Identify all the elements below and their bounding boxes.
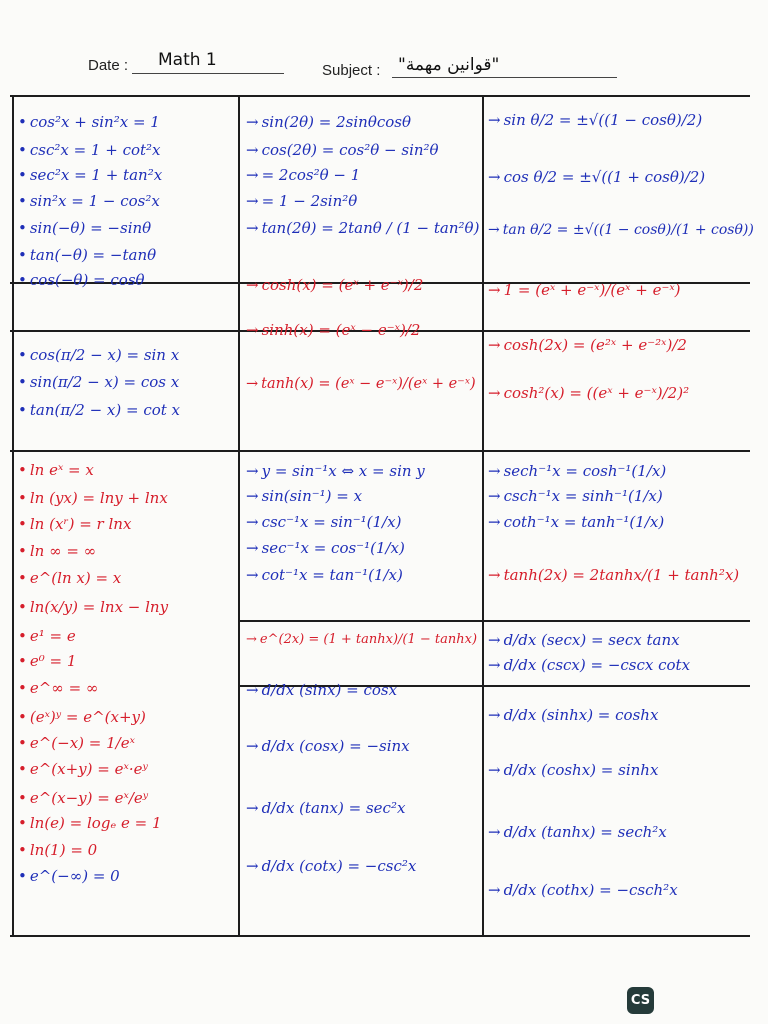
- col1-formula: • sin²x = 1 − cos²x: [18, 191, 236, 211]
- grid-vline-col3: [482, 95, 484, 935]
- col3-formula: → 1 = (eˣ + e⁻ˣ)/(eˣ + e⁻ˣ): [488, 280, 756, 300]
- grid-vline-left: [12, 95, 14, 935]
- col1-formula: • cos²x + sin²x = 1: [18, 112, 236, 132]
- col1-formula: • tan(−θ) = −tanθ: [18, 245, 236, 265]
- col3-formula: → d/dx (cscx) = −cscx cotx: [488, 655, 756, 675]
- subject-underline: [392, 77, 617, 78]
- col2-formula: → sec⁻¹x = cos⁻¹(1/x): [246, 538, 480, 558]
- col2-formula: → = 1 − 2sin²θ: [246, 191, 480, 211]
- col1-formula: • ln (xʳ) = r lnx: [18, 514, 236, 534]
- col1-formula: • ln(1) = 0: [18, 840, 236, 860]
- subject-label: Subject :: [322, 62, 381, 79]
- col1-formula: • e^(−∞) = 0: [18, 866, 236, 886]
- col1-formula: • csc²x = 1 + cot²x: [18, 140, 236, 160]
- col3-formula: → tan θ/2 = ±√((1 − cosθ)/(1 + cosθ)): [488, 220, 756, 240]
- col1-formula: • e^(x−y) = eˣ/eʸ: [18, 788, 236, 808]
- col1-formula: • tan(π/2 − x) = cot x: [18, 400, 236, 420]
- col1-formula: • sin(−θ) = −sinθ: [18, 218, 236, 238]
- date-value: Math 1: [158, 50, 217, 70]
- col2-formula: → csc⁻¹x = sin⁻¹(1/x): [246, 512, 480, 532]
- col1-formula: • ln (yx) = lny + lnx: [18, 488, 236, 508]
- col3-formula: → coth⁻¹x = tanh⁻¹(1/x): [488, 512, 756, 532]
- col1-formula: • e^∞ = ∞: [18, 678, 236, 698]
- col2-formula: → cosh(x) = (eˣ + e⁻ˣ)/2: [246, 275, 480, 295]
- col1-formula: • e¹ = e: [18, 626, 236, 646]
- col1-formula: • sin(π/2 − x) = cos x: [18, 372, 236, 392]
- col1-formula: • cos(π/2 − x) = sin x: [18, 345, 236, 365]
- col3-formula: → d/dx (sinhx) = coshx: [488, 705, 756, 725]
- col1-formula: • ln(x/y) = lnx − lny: [18, 597, 236, 617]
- subject-value: "قوانين مهمة": [398, 55, 500, 75]
- col1-formula: • cos(−θ) = cosθ: [18, 270, 236, 290]
- grid-rule-top: [10, 95, 750, 97]
- col3-formula: → cosh²(x) = ((eˣ + e⁻ˣ)/2)²: [488, 383, 756, 403]
- col1-formula: • e⁰ = 1: [18, 651, 236, 671]
- col1-formula: • sec²x = 1 + tan²x: [18, 165, 236, 185]
- col2-formula: → tanh(x) = (eˣ − e⁻ˣ)/(eˣ + e⁻ˣ): [246, 374, 480, 394]
- col2-formula: → = 2cos²θ − 1: [246, 165, 480, 185]
- date-underline: [132, 73, 284, 74]
- col2-formula: → sin(sin⁻¹) = x: [246, 486, 480, 506]
- col2-formula: → e^(2x) = (1 + tanhx)/(1 − tanhx): [246, 630, 480, 650]
- col2-formula: → d/dx (cosx) = −sinx: [246, 736, 480, 756]
- col3-formula: → sech⁻¹x = cosh⁻¹(1/x): [488, 461, 756, 481]
- col3-formula: → sin θ/2 = ±√((1 − cosθ)/2): [488, 110, 756, 130]
- col1-formula: • e^(ln x) = x: [18, 568, 236, 588]
- col3-formula: → d/dx (tanhx) = sech²x: [488, 822, 756, 842]
- col2-formula: → d/dx (cotx) = −csc²x: [246, 856, 480, 876]
- col1-formula: • e^(−x) = 1/eˣ: [18, 733, 236, 753]
- col2-formula: → d/dx (sinx) = cosx: [246, 680, 480, 700]
- col2-formula: → d/dx (tanx) = sec²x: [246, 798, 480, 818]
- col2-formula: → sin(2θ) = 2sinθcosθ: [246, 112, 480, 132]
- col1-formula: • ln(e) = logₑ e = 1: [18, 813, 236, 833]
- col3-formula: → d/dx (secx) = secx tanx: [488, 630, 756, 650]
- col2-formula: → tan(2θ) = 2tanθ / (1 − tan²θ): [246, 218, 480, 238]
- col3-formula: → d/dx (cothx) = −csch²x: [488, 880, 756, 900]
- col3-formula: → cosh(2x) = (e²ˣ + e⁻²ˣ)/2: [488, 335, 756, 355]
- grid-rule-bottom: [10, 935, 750, 937]
- col2-formula: → y = sin⁻¹x ⇔ x = sin y: [246, 461, 480, 481]
- col3-formula: → csch⁻¹x = sinh⁻¹(1/x): [488, 486, 756, 506]
- date-label: Date :: [88, 57, 129, 74]
- grid-vline-col2: [238, 95, 240, 935]
- col3-formula: → d/dx (coshx) = sinhx: [488, 760, 756, 780]
- col1-formula: • e^(x+y) = eˣ·eʸ: [18, 759, 236, 779]
- camscanner-logo: CS: [627, 987, 654, 1014]
- col3-formula: → cos θ/2 = ±√((1 + cosθ)/2): [488, 167, 756, 187]
- col2-formula: → cot⁻¹x = tan⁻¹(1/x): [246, 565, 480, 585]
- col1-formula: • ln ∞ = ∞: [18, 541, 236, 561]
- col1-formula: • ln eˣ = x: [18, 460, 236, 480]
- col2-formula: → sinh(x) = (eˣ − e⁻ˣ)/2: [246, 320, 480, 340]
- col3-formula: → tanh(2x) = 2tanhx/(1 + tanh²x): [488, 565, 756, 585]
- col2-formula: → cos(2θ) = cos²θ − sin²θ: [246, 140, 480, 160]
- grid-rule-tanh2x: [240, 620, 750, 622]
- col1-formula: • (eˣ)ʸ = e^(x+y): [18, 707, 236, 727]
- grid-rule-hyperbolic: [10, 450, 750, 452]
